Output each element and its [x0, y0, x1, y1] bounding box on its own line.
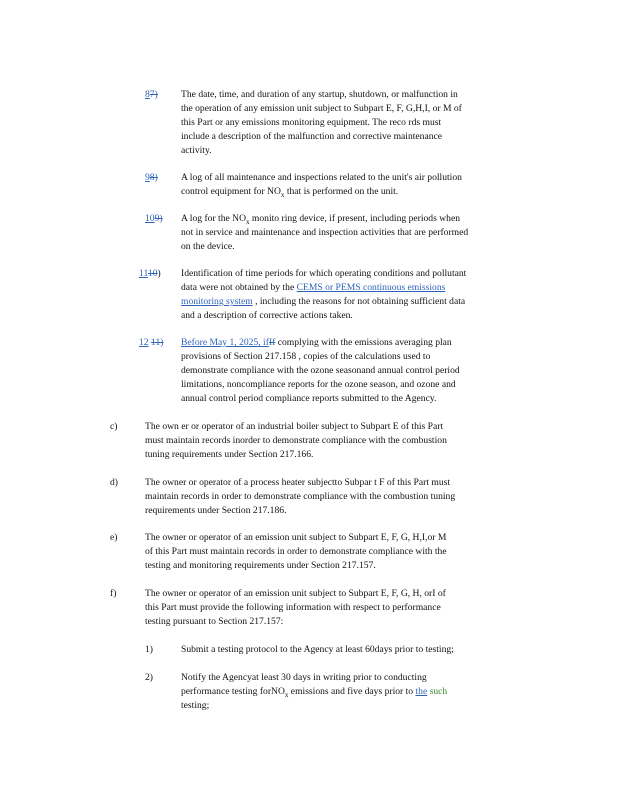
text-line: control equipment for $NO_x$ that is performed on the unit.	[181, 186, 399, 199]
deleted-number: 8)	[149, 172, 158, 183]
text-line: and a description of corrective actions taken.	[181, 310, 353, 321]
text-line: this Part or any emissions monitoring equipment. The reco rds must	[181, 117, 442, 128]
text-line: The owner or operator of an emission unit subject to Subpart E, F, G, H, orI of	[145, 588, 446, 599]
text-line: Identification of time periods for which operating conditions and pollutant	[181, 268, 467, 279]
subsection-label: d)	[110, 477, 118, 488]
text-line: must maintain records inorder to demonstrate compliance with the combustion	[145, 435, 447, 446]
text-line: requirements under Section 217.186.	[145, 505, 287, 516]
text-line: data were not obtained by the CEMS or PEMS continuous emissions	[181, 282, 446, 293]
text-line: performance testing forNO$_x$ emissions and five days prior to the such	[181, 686, 448, 699]
item-number	[145, 212, 163, 226]
deleted-number: 10	[147, 268, 158, 279]
item-number	[145, 88, 158, 102]
deleted-text: If	[268, 337, 276, 348]
text-line: Submit a testing protocol to the Agency at least 60days prior to testing;	[181, 644, 454, 655]
text-line: A log for the $NO_x$ monito ring device, if present, including periods when	[181, 213, 460, 226]
inserted-number: 10	[145, 213, 155, 224]
text-line: The date, time, and duration of any startup, shutdown, or malfunction in	[181, 89, 458, 100]
text-line: provisions of Section 217.158 , copies of the calculations used to	[181, 351, 431, 362]
text-line: A log of all maintenance and inspections related to the unit's air pollution	[181, 172, 462, 183]
text-line: The own er or operator of an industrial boiler subject to Subpart E of this Part	[145, 421, 444, 432]
inserted-text: the	[415, 686, 428, 697]
text-line: maintain records in order to demonstrate compliance with the combustion tuning	[145, 491, 456, 502]
text-line: not in service and maintenance and inspection activities that are performed	[181, 227, 469, 238]
text-line: annual control period compliance reports submitted to the Agency.	[181, 393, 437, 404]
subsection-label: f)	[110, 588, 117, 599]
text-line: limitations, noncompliance reports for the ozone season, and ozone and	[181, 379, 456, 390]
inserted-number: 11	[139, 268, 148, 279]
item-number	[139, 336, 163, 350]
item-number: 2)	[145, 672, 153, 683]
text-line: monitoring system , including the reasons for not obtaining sufficient data	[181, 296, 466, 307]
inserted-number: 9	[145, 172, 150, 183]
text-line: this Part must provide the following information with respect to performance	[145, 602, 441, 613]
text-line: testing and monitoring requirements under Section 217.157.	[145, 560, 376, 571]
text-line: on the device.	[181, 241, 235, 252]
text-line: The owner or operator of a process heater subjectto Subpar t F of this Part must	[145, 477, 451, 488]
deleted-number: 11)	[151, 337, 164, 348]
text-line: of this Part must maintain records in order to demonstrate compliance with the	[145, 546, 447, 557]
deleted-number: 7)	[149, 89, 158, 100]
text-line: Notify the Agencyat least 30 days in writing prior to conducting	[181, 672, 427, 683]
inserted-text: CEMS or PEMS continuous emissions	[296, 282, 446, 293]
inserted-number: 12	[139, 337, 149, 348]
inserted-text: monitoring system	[181, 296, 253, 307]
text-line: include a description of the malfunction and corrective maintenance	[181, 131, 443, 142]
deleted-number: 9)	[154, 213, 163, 224]
inserted-number: 8	[145, 89, 150, 100]
item-number: 1110)	[139, 268, 161, 279]
text-line: the operation of any emission unit subject to Subpart E, F, G,H,I, or M of	[181, 103, 462, 114]
text-line: activity.	[181, 145, 212, 156]
text-line: tuning requirements under Section 217.166.	[145, 449, 314, 460]
text-line: testing;	[181, 700, 210, 711]
item-number: 1)	[145, 644, 153, 655]
item-number	[145, 171, 158, 185]
changed-text: such	[427, 686, 448, 697]
subsection-label: e)	[110, 532, 118, 543]
subsection-label: c)	[110, 421, 118, 432]
text-line: The owner or operator of an emission unit subject to Subpart E, F, G, H,I,or M	[145, 532, 447, 543]
text-line: demonstrate compliance with the ozone seasonand annual control period	[181, 365, 460, 376]
inserted-text: Before May 1, 2025, if	[181, 337, 269, 348]
text-line: Before May 1, 2025, ifIf complying with the emissions averaging plan	[181, 337, 452, 348]
text-line: testing pursuant to Section 217.157:	[145, 616, 284, 627]
